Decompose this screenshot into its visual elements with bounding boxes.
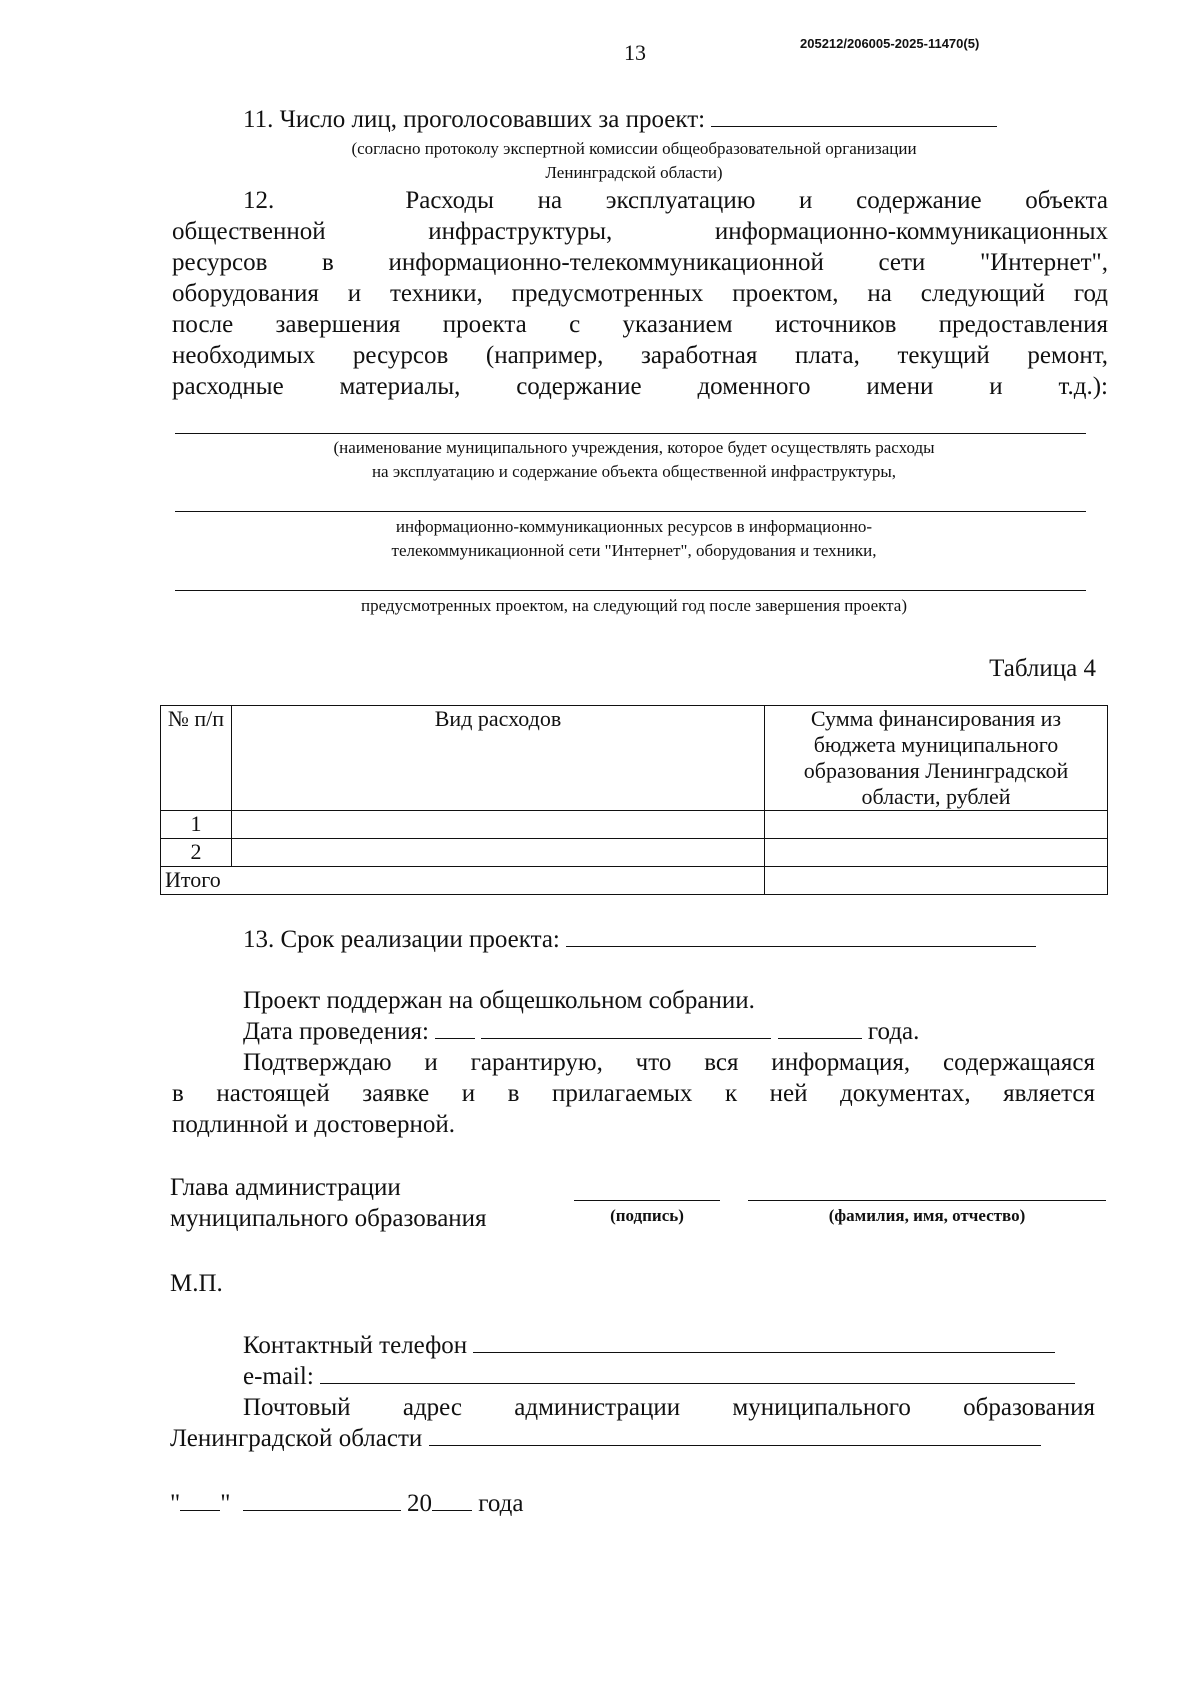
footer-date-line [170, 1488, 523, 1519]
quote-open: " [170, 1490, 181, 1517]
row-number: 1 [161, 811, 232, 839]
confirm-line-3: подлинной и достоверной. [172, 1111, 456, 1138]
meeting-date-line [243, 1016, 919, 1047]
table-row [161, 839, 1108, 867]
row-number: 2 [161, 839, 232, 867]
footer-year-word: года [478, 1490, 524, 1517]
phone-line [243, 1330, 1055, 1361]
address-line-2 [170, 1423, 1041, 1454]
item-12-fill-line-2[interactable] [175, 511, 1086, 512]
meeting-year-word: года. [867, 1018, 920, 1045]
item-11-blank[interactable] [711, 104, 997, 127]
row-expense-type[interactable] [232, 811, 765, 839]
address-label: Ленинградской области [170, 1425, 423, 1452]
signature-caption: (подпись) [610, 1206, 684, 1225]
footer-year-blank[interactable] [432, 1488, 472, 1511]
meeting-day-blank[interactable] [435, 1016, 475, 1039]
email-label: e-mail: [243, 1363, 314, 1390]
full-name-caption: (фамилия, имя, отчество) [828, 1206, 1026, 1225]
table-title: Таблица 4 [989, 655, 1096, 682]
table-header-row [161, 706, 1108, 811]
item-13-label: 13. Срок реализации проекта: [243, 926, 560, 953]
total-label: Итого [161, 867, 765, 895]
item-12-caption-2 [160, 515, 1108, 563]
meeting-month-blank[interactable] [481, 1016, 771, 1039]
costs-table [160, 705, 1108, 895]
item-12-caption-1-line1: (наименование муниципального учреждения, которое будет осуществлять расходы [333, 438, 935, 457]
footer-month-blank[interactable] [243, 1488, 401, 1511]
item-11-caption-line1: (согласно протоколу экспертной комиссии общеобразовательной организации [351, 139, 917, 158]
confirm-line-1: Подтверждаю и гарантирую, что вся информация, содержащаяся [243, 1049, 1095, 1076]
item-13-blank[interactable] [566, 924, 1036, 947]
item-11-label: 11. Число лиц, проголосовавших за проект: [243, 106, 706, 133]
item-12-caption-3-line1: предусмотренных проектом, на следующий год после завершения проекта) [360, 596, 908, 615]
header-number: № п/п [161, 706, 232, 811]
email-blank[interactable] [320, 1361, 1075, 1384]
address-line-1: Почтовый адрес администрации муниципального образования [243, 1394, 1095, 1421]
item-12-line-4: оборудования и техники, предусмотренных проектом, на следующий год [172, 280, 1108, 307]
meeting-year-blank[interactable] [778, 1016, 862, 1039]
stamp-place: М.П. [170, 1270, 223, 1297]
signature-line[interactable] [574, 1200, 720, 1201]
item-12-line-1: 12. Расходы на эксплуатацию и содержание объекта [243, 187, 1108, 214]
row-expense-type[interactable] [232, 839, 765, 867]
header-expense-type: Вид расходов [232, 706, 765, 811]
row-funding-amount[interactable] [765, 811, 1108, 839]
phone-blank[interactable] [473, 1330, 1055, 1353]
item-13-line [243, 924, 1036, 955]
confirm-line-2: в настоящей заявке и в прилагаемых к ней документах, является [172, 1080, 1095, 1107]
item-11-caption [160, 137, 1108, 185]
item-12-caption-2-line2: телекоммуникационной сети "Интернет", оборудования и техники, [391, 541, 877, 560]
item-12-fill-line-1[interactable] [175, 433, 1086, 434]
item-12-line-6: необходимых ресурсов (например, заработная плата, текущий ремонт, [172, 342, 1108, 369]
support-line: Проект поддержан на общешкольном собрании. [243, 987, 755, 1014]
footer-year-prefix: 20 [406, 1490, 432, 1517]
signature-role-line2: муниципального образования [170, 1205, 487, 1232]
document-id: 205212/206005-2025-11470(5) [800, 36, 980, 51]
item-12-fill-line-3[interactable] [175, 590, 1086, 591]
row-funding-amount[interactable] [765, 839, 1108, 867]
item-12-line-2: общественной инфраструктуры, информационно-коммуникационных [172, 218, 1108, 245]
full-name-line[interactable] [748, 1200, 1106, 1201]
item-12-caption-3 [160, 594, 1108, 618]
item-12-caption-1-line2: на эксплуатацию и содержание объекта общественной инфраструктуры, [371, 462, 897, 481]
table-row [161, 811, 1108, 839]
item-12-line-7: расходные материалы, содержание доменного имени и т.д.): [172, 373, 1108, 400]
total-amount[interactable] [765, 867, 1108, 895]
email-line [243, 1361, 1075, 1392]
table-total-row [161, 867, 1108, 895]
header-funding-amount: Сумма финансирования из бюджета муниципального образования Ленинградской области, рублей [765, 706, 1108, 811]
item-12-line-5: после завершения проекта с указанием источников предоставления [172, 311, 1108, 338]
quote-close: " [220, 1490, 231, 1517]
item-11-caption-line2: Ленинградской области) [545, 163, 723, 182]
meeting-date-label: Дата проведения: [243, 1018, 429, 1045]
footer-day-blank[interactable] [180, 1488, 220, 1511]
item-12-caption-2-line1: информационно-коммуникационных ресурсов в информационно- [395, 517, 873, 536]
signature-role-line1: Глава администрации [170, 1174, 401, 1201]
item-12-caption-1 [160, 436, 1108, 484]
item-11-line [243, 104, 997, 135]
page-number: 13 [624, 40, 646, 65]
address-blank[interactable] [429, 1423, 1041, 1446]
phone-label: Контактный телефон [243, 1332, 468, 1359]
item-12-line-3: ресурсов в информационно-телекоммуникационной сети "Интернет", [172, 249, 1108, 276]
